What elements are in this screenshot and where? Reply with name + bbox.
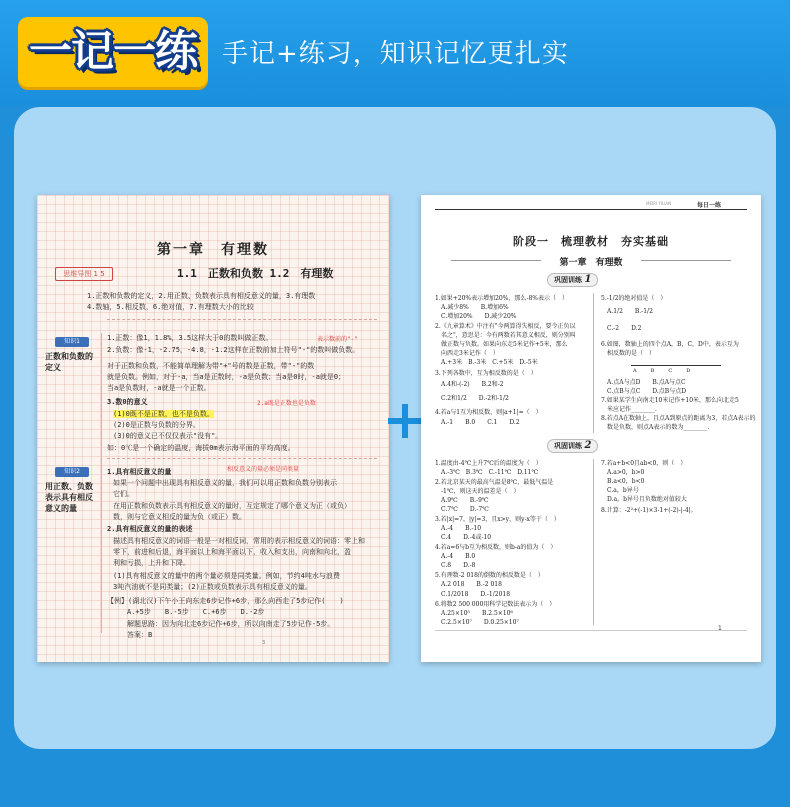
question-line: A.25×10⁵ B.2.5×10⁶ — [441, 610, 513, 617]
question-line: C.8 D.-8 — [441, 562, 476, 569]
question-line: A.9℃ B.-9℃ — [441, 497, 489, 504]
question-line: C.1/2018 D.-1/2018 — [441, 591, 511, 598]
number-line — [631, 365, 721, 366]
top-subtag: MEIRI YILIAN — [646, 201, 672, 206]
question-line: 数是负数，则点A表示的数为________. — [607, 424, 710, 431]
numline-label: A — [633, 368, 651, 374]
pill-number: 2 — [584, 440, 592, 451]
question-line: C.2和1/2 D.-2和-1/2 — [441, 395, 509, 402]
annotation: 相反意义的量必须是同类量 — [227, 466, 300, 473]
question-line: A.-4 B.0 — [441, 553, 476, 560]
header-banner — [0, 0, 790, 106]
question-line: -1℃，则这天的温差是（ ） — [441, 488, 520, 495]
question-line: 3.下列各数中，互为相反数的是（ ） — [435, 370, 537, 377]
question-line: A.-3℃ B.3℃ C.-11℃ D.11℃ — [441, 469, 539, 476]
hw-line: 如果一个问题中出现具有相反意义的量，我们可以用正数和负数分别表示 — [113, 479, 337, 487]
question-line: C.4 D.-4或-10 — [441, 534, 492, 541]
practice-pill-1 — [547, 273, 598, 287]
right-chapter-title: 第一章 有理数 — [559, 258, 623, 268]
badge-text: 一记一练 — [29, 27, 197, 77]
dash-divider — [107, 319, 377, 320]
top-tag: 每日一练 — [697, 202, 722, 209]
practice-pill-2 — [547, 439, 598, 453]
column-divider — [593, 459, 594, 625]
left-chapter-title: 第一章 有理数 — [157, 242, 269, 258]
hw-line: 描述具有相反意义的词语一般是一对相反词，常用的表示相反意义的词语：零上和 — [113, 537, 365, 545]
hw-line: 3.数0的意义 — [107, 398, 148, 406]
question-line: 8.若点A在数轴上，且点A到原点的距离为3，若点A表示的 — [601, 415, 756, 422]
hw-line: 数，则与它意义相反的量为负（或正）数。 — [113, 513, 246, 521]
side-label-2: 用正数、负数表示具有相反意义的量 — [45, 482, 93, 513]
question-line: B.a<0，b<0 — [607, 478, 645, 485]
hw-line: 1.具有相反意义的量 — [107, 468, 172, 476]
workbook-page — [421, 195, 761, 662]
hw-line: (1)具有相反意义的量中的两个量必须是同类量。例如，节约4吨水与浪费 — [113, 572, 340, 580]
annotation: 2.a既是正数也是负数 — [257, 400, 316, 407]
question-line: 4.若a=6与b互为相反数，则b-a的值为（ ） — [435, 544, 557, 551]
question-line: 向西走3米记作（ ） — [441, 350, 499, 357]
dash-divider — [107, 458, 377, 459]
margin-line — [101, 333, 102, 633]
header-title: 手记+练习，知识记忆更扎实 — [222, 39, 569, 69]
hw-line: 对于正数和负数，不能简单理解为带"+"号的数是正数，带"-"的数 — [107, 362, 315, 370]
hw-line: A.+5步 B.-5步 C.+6步 D.-2步 — [127, 608, 265, 616]
question-line: A.4和-(-2) B.2和-2 — [441, 381, 504, 388]
top-rule — [435, 209, 747, 210]
question-line: 1.如果+20%表示增加20%，那么-8%表示（ ） — [435, 295, 568, 302]
numline-label: C — [668, 368, 687, 374]
question-line: C.a，b异号 — [607, 487, 639, 494]
column-divider — [593, 293, 594, 433]
pill-label: 巩固训练 — [554, 442, 582, 450]
question-line: C.2.5×10⁷ D.0.25×10⁷ — [441, 619, 519, 626]
left-page-number: 3 — [262, 640, 266, 646]
hw-line: 答案：B — [127, 631, 153, 639]
hw-line: 2.具有相反意义的量的表述 — [107, 525, 193, 533]
question-line: 做正数与负数。如果向东走5米记作+5米，那么 — [441, 341, 568, 348]
question-line: 4.若a与1互为相反数，则|a+1|=（ ） — [435, 409, 542, 416]
question-line: 3.若|x|=7，|y|=3，且x>y，则y-x等于（ ） — [435, 516, 560, 523]
left-section-title: 1.1 正数和负数 1.2 有理数 — [177, 267, 334, 280]
stage-title: 阶段一 梳理教材 夯实基础 — [513, 235, 669, 248]
hw-line: 【例】(湖北汉)下午小王向东走6步记作+6步，那么向西走了5步记作( ) — [107, 597, 344, 605]
question-line: A.+3米 B.-3米 C.+5米 D.-5米 — [441, 359, 538, 366]
side-tag-2: 知识2 — [55, 467, 89, 477]
hw-line: (2)0是正数与负数的分界。 — [113, 421, 200, 429]
hw-line-highlight: (1)0既不是正数，也不是负数。 — [113, 410, 214, 418]
question-line: 7.如果某学生向南走10米记作+10米，那么向北走5 — [601, 397, 739, 404]
right-page-number: 1 — [718, 625, 722, 632]
hw-line: 如：0℃是一个确定的温度，海拔0m表示海平面的平均高度。 — [107, 444, 295, 452]
hw-line: 3吨汽油就不是同类量；(2)正数或负数表示具有相反意义的量。 — [113, 583, 312, 591]
numline-label: B — [650, 368, 669, 374]
footer-rule — [435, 630, 747, 631]
annotation: 表示数前的"-" — [317, 336, 358, 343]
question-line: 名之"，意思是：今有两数若其意义相反，则分别叫 — [441, 332, 576, 339]
question-line: 6.将数2 500 000用科学记数法表示为（ ） — [435, 601, 556, 608]
question-line: A.减少8% B.增加6% — [441, 304, 509, 311]
question-line: D.a，b异号且负数绝对值较大 — [607, 496, 687, 503]
question-line: C.点B与点C D.点B与点D — [607, 388, 687, 395]
question-line: A.-4 B.-10 — [441, 525, 482, 532]
hw-line: 当a是负数时，-a就是一个正数。 — [107, 384, 211, 392]
hw-line: 利和亏损，上升和下降。 — [113, 559, 190, 567]
question-line: C.7℃ D.-7℃ — [441, 506, 489, 513]
question-line: 2.《九章算术》中注有"今两算得失相反，要令正负以 — [435, 323, 576, 330]
hw-line: 1.正数：像1，1.8%，3.5这样大于0的数叫做正数。 — [107, 334, 273, 342]
question-line: 相反数的是（ ） — [607, 350, 656, 357]
numline-label: D — [686, 368, 705, 374]
question-line: 5.-1/2的绝对值是（ ） — [601, 295, 667, 302]
plus-icon — [386, 402, 424, 440]
question-line: 米应记作________. — [607, 406, 657, 413]
hw-line: 4.数轴，5.相反数，6.绝对值，7.有理数大小的比较 — [87, 303, 254, 311]
question-line: A.a>0，b>0 — [607, 469, 645, 476]
hw-line: 2.负数：像-1，-2.75，-4.8，-1.2这样在正数前加上符号"-"的数叫做负数。 — [107, 346, 360, 354]
question-line: A.2 018 B.-2 018 — [441, 581, 502, 588]
hw-line: 它们。 — [113, 490, 134, 498]
question-line: C.增加20% D.减少20% — [441, 313, 517, 320]
question-line: 8.计算：-2²+(-1)×3-1+(-2)-|-4|。 — [601, 507, 697, 514]
notebook-page — [37, 195, 389, 662]
numline-labels — [633, 367, 704, 375]
hw-line: 解题思路：因为向北走6步记作+6步，所以向南走了5步记作-5步。 — [127, 620, 335, 628]
question-line: C.-2 D.2 — [607, 325, 642, 332]
pill-number: 1 — [584, 274, 592, 285]
question-line: A.1/2 B.-1/2 — [607, 308, 653, 315]
hw-line: 零下，前进和后退，海平面以上和海平面以下，收入和支出，向南和向北，盈 — [113, 548, 351, 556]
hw-line: 就是负数。例如，对于-a，当a是正数时，-a是负数；当a是0时，-a就是0； — [107, 373, 346, 381]
pill-label: 巩固训练 — [554, 276, 582, 284]
hw-line: 1.正数和负数的定义，2.用正数、负数表示具有相反意义的量，3.有理数 — [87, 292, 316, 300]
header-badge — [18, 17, 208, 87]
hw-line: (3)0的意义已不仅仅表示"没有"。 — [113, 432, 223, 440]
question-line: 2.若北京某天的最高气温是8℃，最低气温是 — [435, 479, 554, 486]
side-tag-1: 知识1 — [55, 337, 89, 347]
question-line: 6.如图，数轴上的四个点A，B，C，D中，表示互为 — [601, 341, 739, 348]
question-line: 7.若a+b<0且ab<0，则（ ） — [601, 460, 687, 467]
hw-line: 在用正数和负数表示具有相反意义的量时，互定规定了哪个意义为正（或负） — [113, 502, 351, 510]
left-section-tag: 思维导图 1 5 — [55, 267, 113, 281]
question-line: A.-1 B.0 C.1 D.2 — [441, 419, 520, 426]
side-label-1: 正数和负数的定义 — [45, 352, 93, 372]
question-line: 1.温度由-4℃上升7℃后的温度为（ ） — [435, 460, 542, 467]
question-line: 5.有理数-2 018的倒数的相反数是（ ） — [435, 572, 544, 579]
question-line: A.点A与点D B.点A与点C — [607, 379, 686, 386]
